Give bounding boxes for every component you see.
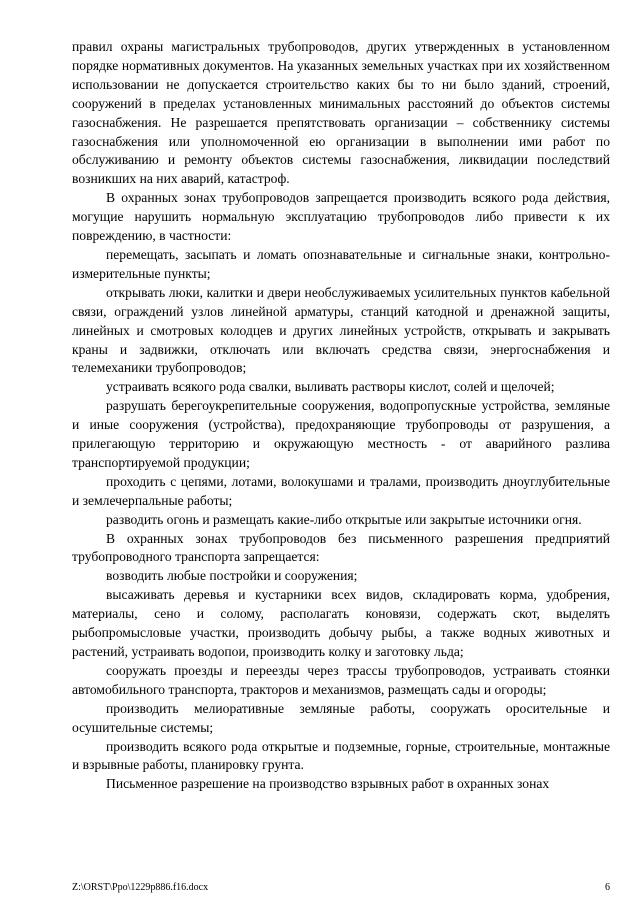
document-body (72, 38, 610, 794)
paragraph-continuation: правил охраны магистральных трубопроводов, других утвержденных в установленном порядке нормативных документов. На указанных земельных участках при их хозяйственном использовании не допускается строительство каких бы то ни было зданий, строений, сооружений в пределах установленных минимальных расстояний до объектов системы газоснабжения. Не разрешается препятствовать организации – собственнику системы газоснабжения или уполномоченной ею организации в выполнении ими работ по обслуживанию и ремонту объектов системы газоснабжения, ликвидации последствий возникших на них аварий, катастроф. (72, 39, 610, 187)
list-item: перемещать, засыпать и ломать опознавательные и сигнальные знаки, контрольно-измерительные пункты; (72, 246, 610, 281)
paragraph-prohibitions-intro: В охранных зонах трубопроводов запрещается производить всякого рода действия, могущие нарушить нормальную эксплуатацию трубопроводов либо привести к их повреждению, в частности: (72, 190, 610, 244)
list-item: производить всякого рода открытые и подземные, горные, строительные, монтажные и взрывные работы, планировку грунта. (72, 738, 610, 773)
footer-file-path: Z:\ORST\Ppo\1229p886.f16.docx (72, 882, 209, 893)
list-item: возводить любые постройки и сооружения; (106, 568, 358, 584)
list-item: открывать люки, калитки и двери необслуживаемых усилительных пунктов кабельной связи, ограждений узлов линейной арматуры, станций катодной и дренажной защиты, линейных и смотровых колодцев и других линейных устройств, открывать и закрывать краны и задвижки, отключать или включать средства связи, энергоснабжения и телемеханики трубопроводов; (72, 284, 610, 376)
paragraph-blasting-permission: Письменное разрешение на производство взрывных работ в охранных зонах (106, 776, 550, 792)
list-item: производить мелиоративные земляные работы, сооружать оросительные и осушительные системы; (72, 700, 610, 735)
paragraph-permission-intro: В охранных зонах трубопроводов без письменного разрешения предприятий трубопроводного транспорта запрещается: (72, 530, 610, 565)
list-item: разрушать берегоукрепительные сооружения, водопропускные устройства, земляные и иные сооружения (устройства), предохраняющие трубопроводы от разрушения, а прилегающую территорию и окружающую местность - от аварийного разлива транспортируемой продукции; (72, 398, 610, 470)
page-footer (72, 881, 610, 895)
list-item: проходить с цепями, лотами, волокушами и тралами, производить дноуглубительные и землечерпальные работы; (72, 473, 610, 508)
list-item: устраивать всякого рода свалки, выливать растворы кислот, солей и щелочей; (106, 379, 555, 395)
list-item: сооружать проезды и переезды через трассы трубопроводов, устраивать стоянки автомобильного транспорта, тракторов и механизмов, размещать сады и огороды; (72, 662, 610, 697)
list-item: высаживать деревья и кустарники всех видов, складировать корма, удобрения, материалы, сено и солому, располагать коновязи, содержать скот, выделять рыбопромысловые участки, производить добычу рыбы, а также водных животных и растений, устраивать водопои, производить колку и заготовку льда; (72, 587, 610, 659)
list-item: разводить огонь и размещать какие-либо открытые или закрытые источники огня. (106, 511, 582, 527)
page-number: 6 (605, 882, 610, 893)
